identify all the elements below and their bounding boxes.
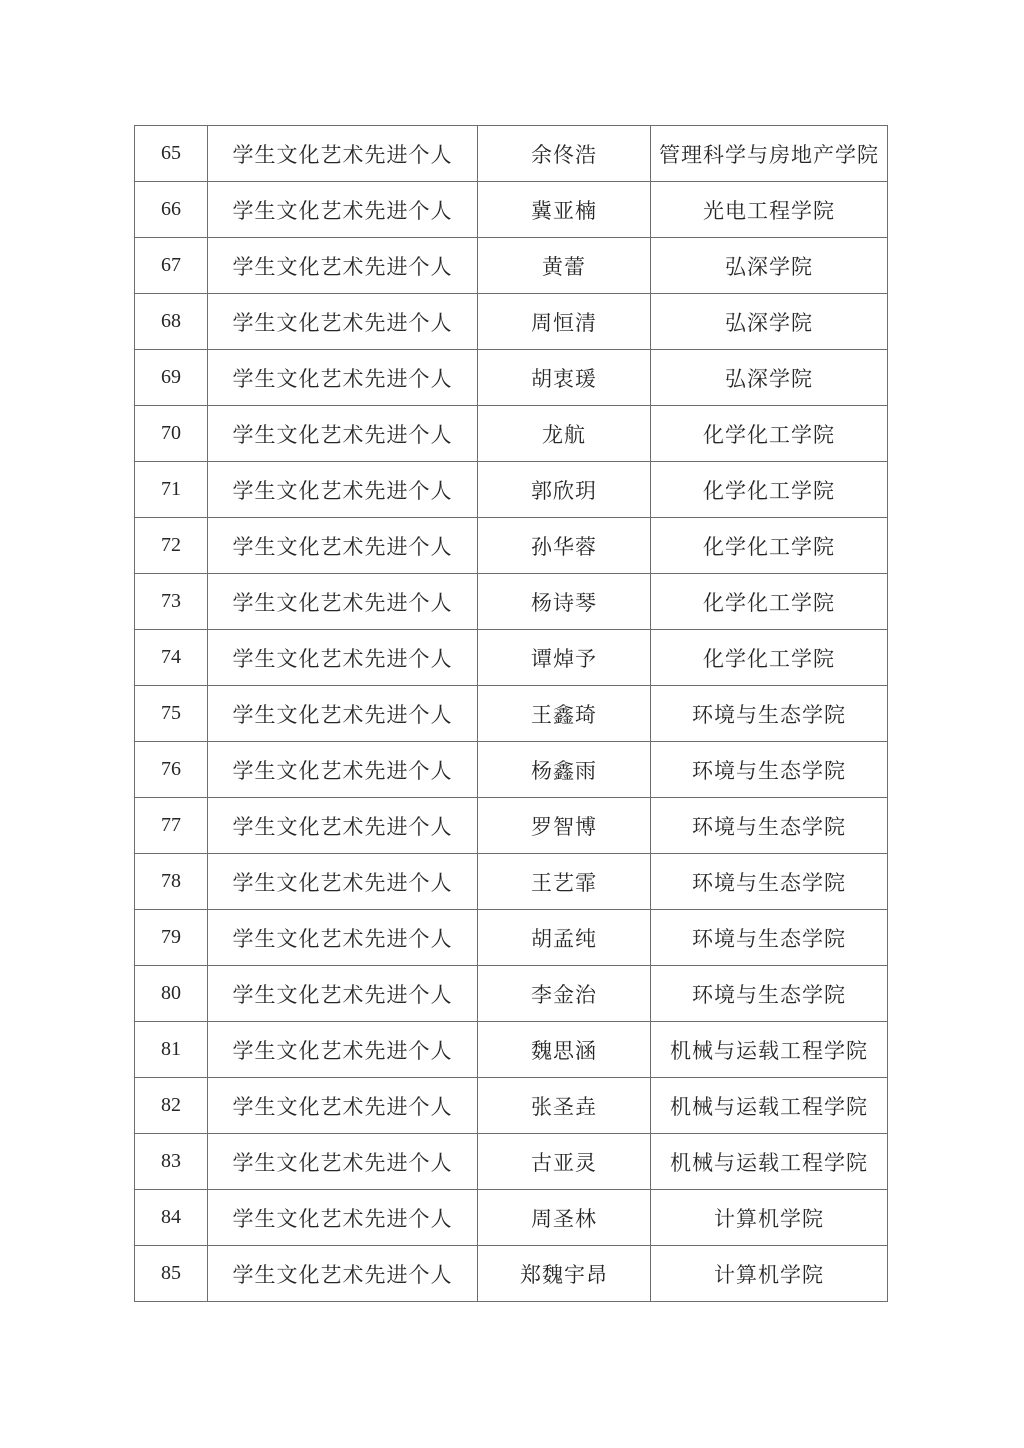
college-cell: 化学化工学院 [651,518,888,574]
name-cell: 张圣垚 [478,1078,651,1134]
name-cell: 王鑫琦 [478,686,651,742]
name-cell: 周恒清 [478,294,651,350]
rank-cell: 82 [135,1078,208,1134]
rank-cell: 66 [135,182,208,238]
college-cell: 环境与生态学院 [651,966,888,1022]
table-row [135,630,888,686]
table-row [135,238,888,294]
college-cell: 计算机学院 [651,1190,888,1246]
rank-cell: 65 [135,126,208,182]
rank-cell: 73 [135,574,208,630]
rank-cell: 76 [135,742,208,798]
award-cell: 学生文化艺术先进个人 [208,462,478,518]
name-cell: 罗智博 [478,798,651,854]
name-cell: 魏思涵 [478,1022,651,1078]
name-cell: 谭焯予 [478,630,651,686]
table-row [135,574,888,630]
name-cell: 胡孟纯 [478,910,651,966]
table-row [135,910,888,966]
rank-cell: 74 [135,630,208,686]
college-cell: 环境与生态学院 [651,686,888,742]
rank-cell: 69 [135,350,208,406]
rank-cell: 72 [135,518,208,574]
rank-cell: 78 [135,854,208,910]
awards-table-body [135,126,888,1302]
college-cell: 弘深学院 [651,350,888,406]
college-cell: 化学化工学院 [651,462,888,518]
rank-cell: 68 [135,294,208,350]
award-cell: 学生文化艺术先进个人 [208,182,478,238]
rank-cell: 81 [135,1022,208,1078]
table-row [135,1190,888,1246]
rank-cell: 85 [135,1246,208,1302]
award-cell: 学生文化艺术先进个人 [208,798,478,854]
rank-cell: 71 [135,462,208,518]
awards-table [134,125,888,1302]
college-cell: 机械与运载工程学院 [651,1022,888,1078]
award-cell: 学生文化艺术先进个人 [208,1022,478,1078]
name-cell: 余佟浩 [478,126,651,182]
award-cell: 学生文化艺术先进个人 [208,1078,478,1134]
rank-cell: 70 [135,406,208,462]
college-cell: 机械与运载工程学院 [651,1078,888,1134]
award-cell: 学生文化艺术先进个人 [208,518,478,574]
rank-cell: 79 [135,910,208,966]
college-cell: 弘深学院 [651,294,888,350]
table-row [135,406,888,462]
award-cell: 学生文化艺术先进个人 [208,350,478,406]
award-cell: 学生文化艺术先进个人 [208,406,478,462]
rank-cell: 83 [135,1134,208,1190]
table-row [135,462,888,518]
name-cell: 龙航 [478,406,651,462]
name-cell: 古亚灵 [478,1134,651,1190]
award-cell: 学生文化艺术先进个人 [208,294,478,350]
name-cell: 胡衷瑗 [478,350,651,406]
table-row [135,350,888,406]
name-cell: 冀亚楠 [478,182,651,238]
table-row [135,798,888,854]
rank-cell: 77 [135,798,208,854]
college-cell: 环境与生态学院 [651,910,888,966]
name-cell: 王艺霏 [478,854,651,910]
college-cell: 化学化工学院 [651,574,888,630]
rank-cell: 67 [135,238,208,294]
college-cell: 环境与生态学院 [651,854,888,910]
college-cell: 环境与生态学院 [651,742,888,798]
award-cell: 学生文化艺术先进个人 [208,238,478,294]
table-row [135,182,888,238]
college-cell: 化学化工学院 [651,406,888,462]
table-row [135,742,888,798]
name-cell: 杨诗琴 [478,574,651,630]
college-cell: 光电工程学院 [651,182,888,238]
award-cell: 学生文化艺术先进个人 [208,966,478,1022]
table-row [135,126,888,182]
table-row [135,1246,888,1302]
award-cell: 学生文化艺术先进个人 [208,742,478,798]
table-row [135,686,888,742]
college-cell: 计算机学院 [651,1246,888,1302]
name-cell: 郭欣玥 [478,462,651,518]
table-row [135,854,888,910]
table-row [135,966,888,1022]
college-cell: 环境与生态学院 [651,798,888,854]
name-cell: 黄蕾 [478,238,651,294]
table-row [135,1078,888,1134]
name-cell: 周圣林 [478,1190,651,1246]
name-cell: 李金治 [478,966,651,1022]
table-row [135,294,888,350]
award-cell: 学生文化艺术先进个人 [208,1134,478,1190]
college-cell: 化学化工学院 [651,630,888,686]
award-cell: 学生文化艺术先进个人 [208,910,478,966]
rank-cell: 80 [135,966,208,1022]
name-cell: 孙华蓉 [478,518,651,574]
table-row [135,518,888,574]
award-cell: 学生文化艺术先进个人 [208,630,478,686]
college-cell: 机械与运载工程学院 [651,1134,888,1190]
name-cell: 郑魏宇昂 [478,1246,651,1302]
rank-cell: 75 [135,686,208,742]
award-cell: 学生文化艺术先进个人 [208,126,478,182]
award-cell: 学生文化艺术先进个人 [208,1190,478,1246]
college-cell: 管理科学与房地产学院 [651,126,888,182]
table-row [135,1022,888,1078]
college-cell: 弘深学院 [651,238,888,294]
award-cell: 学生文化艺术先进个人 [208,686,478,742]
table-row [135,1134,888,1190]
rank-cell: 84 [135,1190,208,1246]
award-cell: 学生文化艺术先进个人 [208,854,478,910]
award-cell: 学生文化艺术先进个人 [208,1246,478,1302]
award-cell: 学生文化艺术先进个人 [208,574,478,630]
name-cell: 杨鑫雨 [478,742,651,798]
